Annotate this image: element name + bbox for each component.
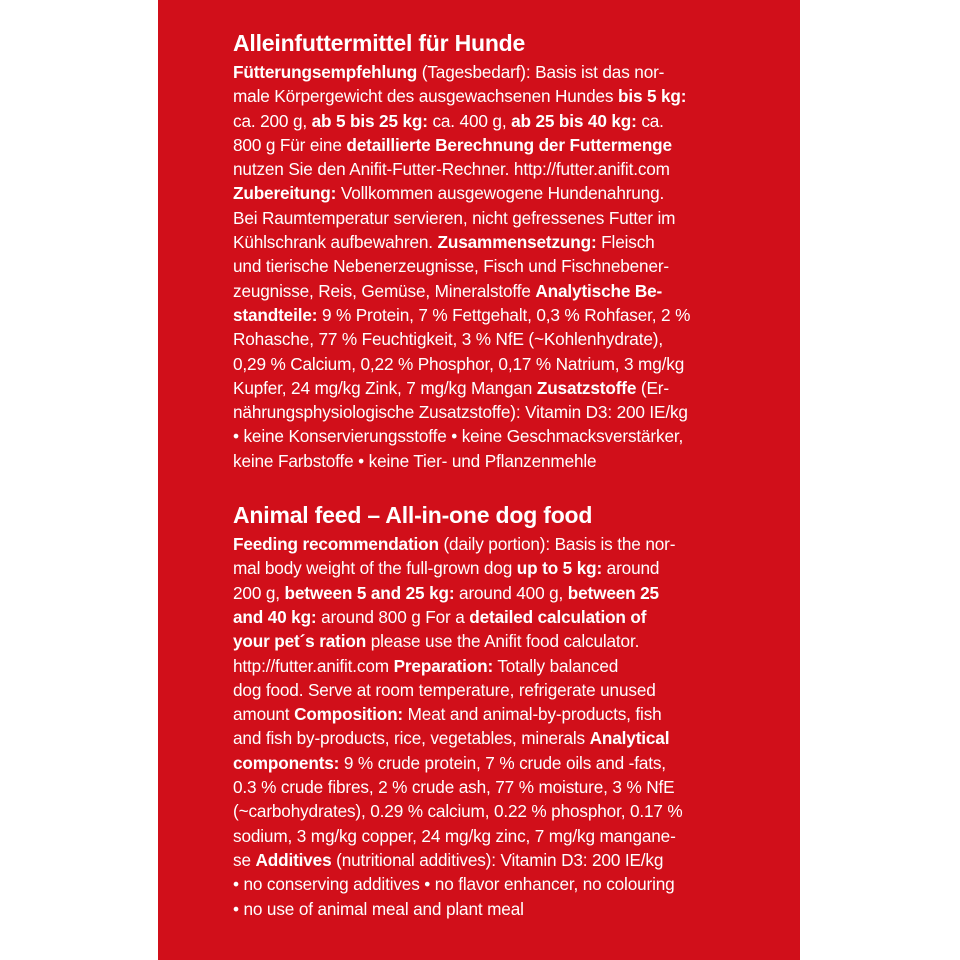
bold-term: detailed calculation of — [469, 606, 647, 627]
text-line — [233, 254, 778, 278]
text-run: Kühlschrank aufbewahren. — [233, 232, 438, 253]
text-line — [233, 109, 778, 133]
text-run: mal body weight of the full-grown dog — [233, 558, 517, 579]
text-line — [233, 726, 778, 750]
text-line — [233, 848, 778, 872]
german-body — [233, 60, 778, 473]
bold-term: Zusammensetzung: — [437, 232, 597, 253]
text-run: sodium, 3 mg/kg copper, 24 mg/kg zinc, 7 mg/kg mangane- — [233, 825, 676, 846]
text-run: ca. — [636, 110, 664, 131]
text-line — [233, 605, 778, 629]
text-line — [233, 532, 778, 556]
text-run: ca. 400 g, — [427, 110, 512, 131]
bold-term: up to 5 kg: — [516, 558, 603, 579]
text-run: ca. 200 g, — [233, 110, 312, 131]
bold-term: ab 25 bis 40 kg: — [511, 110, 637, 131]
bold-term: components: — [233, 752, 340, 773]
bold-term: Feeding recommendation — [233, 534, 439, 555]
text-run: nährungsphysiologische Zusatzstoffe): Vitamin D3: 200 IE/kg — [233, 402, 688, 423]
text-run: Meat and animal-by-products, fish — [403, 704, 662, 725]
bold-term: ab 5 bis 25 kg: — [311, 110, 428, 131]
label-panel — [158, 0, 800, 960]
section-gap — [233, 473, 778, 498]
text-run: Kupfer, 24 mg/kg Zink, 7 mg/kg Mangan — [233, 377, 537, 398]
bold-term: between 25 — [567, 582, 659, 603]
text-line — [233, 824, 778, 848]
text-run: dog food. Serve at room temperature, refrigerate unused — [233, 679, 656, 700]
text-line — [233, 206, 778, 230]
text-line — [233, 702, 778, 726]
text-line — [233, 799, 778, 823]
text-run: around — [602, 558, 660, 579]
english-heading: Animal feed – All-in-one dog food — [233, 502, 593, 529]
text-run: 200 g, — [233, 582, 285, 603]
text-run: keine Farbstoffe • keine Tier- und Pflanzenmehle — [233, 450, 597, 471]
text-run: amount — [233, 704, 295, 725]
bold-term: Zubereitung: — [233, 183, 337, 204]
text-line — [233, 775, 778, 799]
text-line — [233, 84, 778, 108]
bold-term: detaillierte Berechnung der Futtermenge — [346, 134, 672, 155]
text-line — [233, 400, 778, 424]
text-line — [233, 678, 778, 702]
english-body — [233, 532, 778, 921]
bold-term: Preparation: — [393, 655, 494, 676]
bold-term: Zusatzstoffe — [536, 377, 637, 398]
bold-term: standteile: — [233, 304, 318, 325]
text-line — [233, 751, 778, 775]
text-run: zeugnisse, Reis, Gemüse, Mineralstoffe — [233, 280, 536, 301]
text-line — [233, 556, 778, 580]
text-run: (daily portion): Basis is the nor- — [438, 534, 676, 555]
text-line — [233, 181, 778, 205]
text-line — [233, 629, 778, 653]
text-line — [233, 352, 778, 376]
text-run: • no use of animal meal and plant meal — [233, 898, 524, 919]
text-line — [233, 230, 778, 254]
text-line — [233, 157, 778, 181]
bold-term: Fütterungsempfehlung — [233, 62, 418, 82]
text-run: (~carbohydrates), 0.29 % calcium, 0.22 % phosphor, 0.17 % — [233, 801, 683, 822]
text-run: 9 % crude protein, 7 % crude oils and -fats, — [339, 752, 666, 773]
text-run: Vollkommen ausgewogene Hundenahrung. — [336, 183, 665, 204]
text-run: Bei Raumtemperatur servieren, nicht gefressenes Futter im — [233, 207, 676, 228]
text-line — [233, 133, 778, 157]
text-run: se — [233, 849, 256, 870]
text-run: Totally balanced — [493, 655, 619, 676]
text-run: (Tagesbedarf): Basis ist das nor- — [417, 62, 665, 82]
text-line — [233, 279, 778, 303]
text-line — [233, 327, 778, 351]
bold-term: Analytische Be- — [535, 280, 663, 301]
bold-term: Additives — [255, 849, 332, 870]
text-run: (nutritional additives): Vitamin D3: 200 IE/kg — [331, 849, 664, 870]
label-content — [233, 26, 778, 921]
text-run: 800 g Für eine — [233, 134, 347, 155]
bold-term: your pet´s ration — [233, 631, 367, 652]
text-run: nutzen Sie den Anifit-Futter-Rechner. http://futter.anifit.com — [233, 159, 670, 180]
text-run: und tierische Nebenerzeugnisse, Fisch und Fischnebener- — [233, 256, 670, 277]
text-line — [233, 60, 778, 84]
text-line — [233, 581, 778, 605]
text-line — [233, 654, 778, 678]
bold-term: and 40 kg: — [233, 606, 317, 627]
text-run: 9 % Protein, 7 % Fettgehalt, 0,3 % Rohfaser, 2 % — [317, 304, 691, 325]
bold-term: bis 5 kg: — [617, 86, 687, 107]
text-run: around 800 g For a — [316, 606, 470, 627]
text-run: (Er- — [636, 377, 669, 398]
text-line — [233, 897, 778, 921]
bold-term: Composition: — [294, 704, 404, 725]
text-line — [233, 303, 778, 327]
text-run: • no conserving additives • no flavor enhancer, no colouring — [233, 874, 675, 895]
text-run: and fish by-products, rice, vegetables, minerals — [233, 728, 590, 749]
text-line — [233, 449, 778, 473]
text-run: Fleisch — [596, 232, 655, 253]
text-run: 0.3 % crude fibres, 2 % crude ash, 77 % moisture, 3 % NfE — [233, 777, 675, 798]
text-line — [233, 376, 778, 400]
text-run: please use the Anifit food calculator. — [366, 631, 640, 652]
text-run: around 400 g, — [454, 582, 568, 603]
text-run: • keine Konservierungsstoffe • keine Geschmacksverstärker, — [233, 426, 684, 447]
text-run: http://futter.anifit.com — [233, 655, 394, 676]
text-run: male Körpergewicht des ausgewachsenen Hundes — [233, 86, 618, 107]
bold-term: between 5 and 25 kg: — [284, 582, 455, 603]
text-run: Rohasche, 77 % Feuchtigkeit, 3 % NfE (~Kohlenhydrate), — [233, 329, 663, 350]
text-run: 0,29 % Calcium, 0,22 % Phosphor, 0,17 % Natrium, 3 mg/kg — [233, 353, 685, 374]
bold-term: Analytical — [589, 728, 670, 749]
text-line — [233, 872, 778, 896]
text-line — [233, 424, 778, 448]
german-heading: Alleinfuttermittel für Hunde — [233, 30, 526, 56]
